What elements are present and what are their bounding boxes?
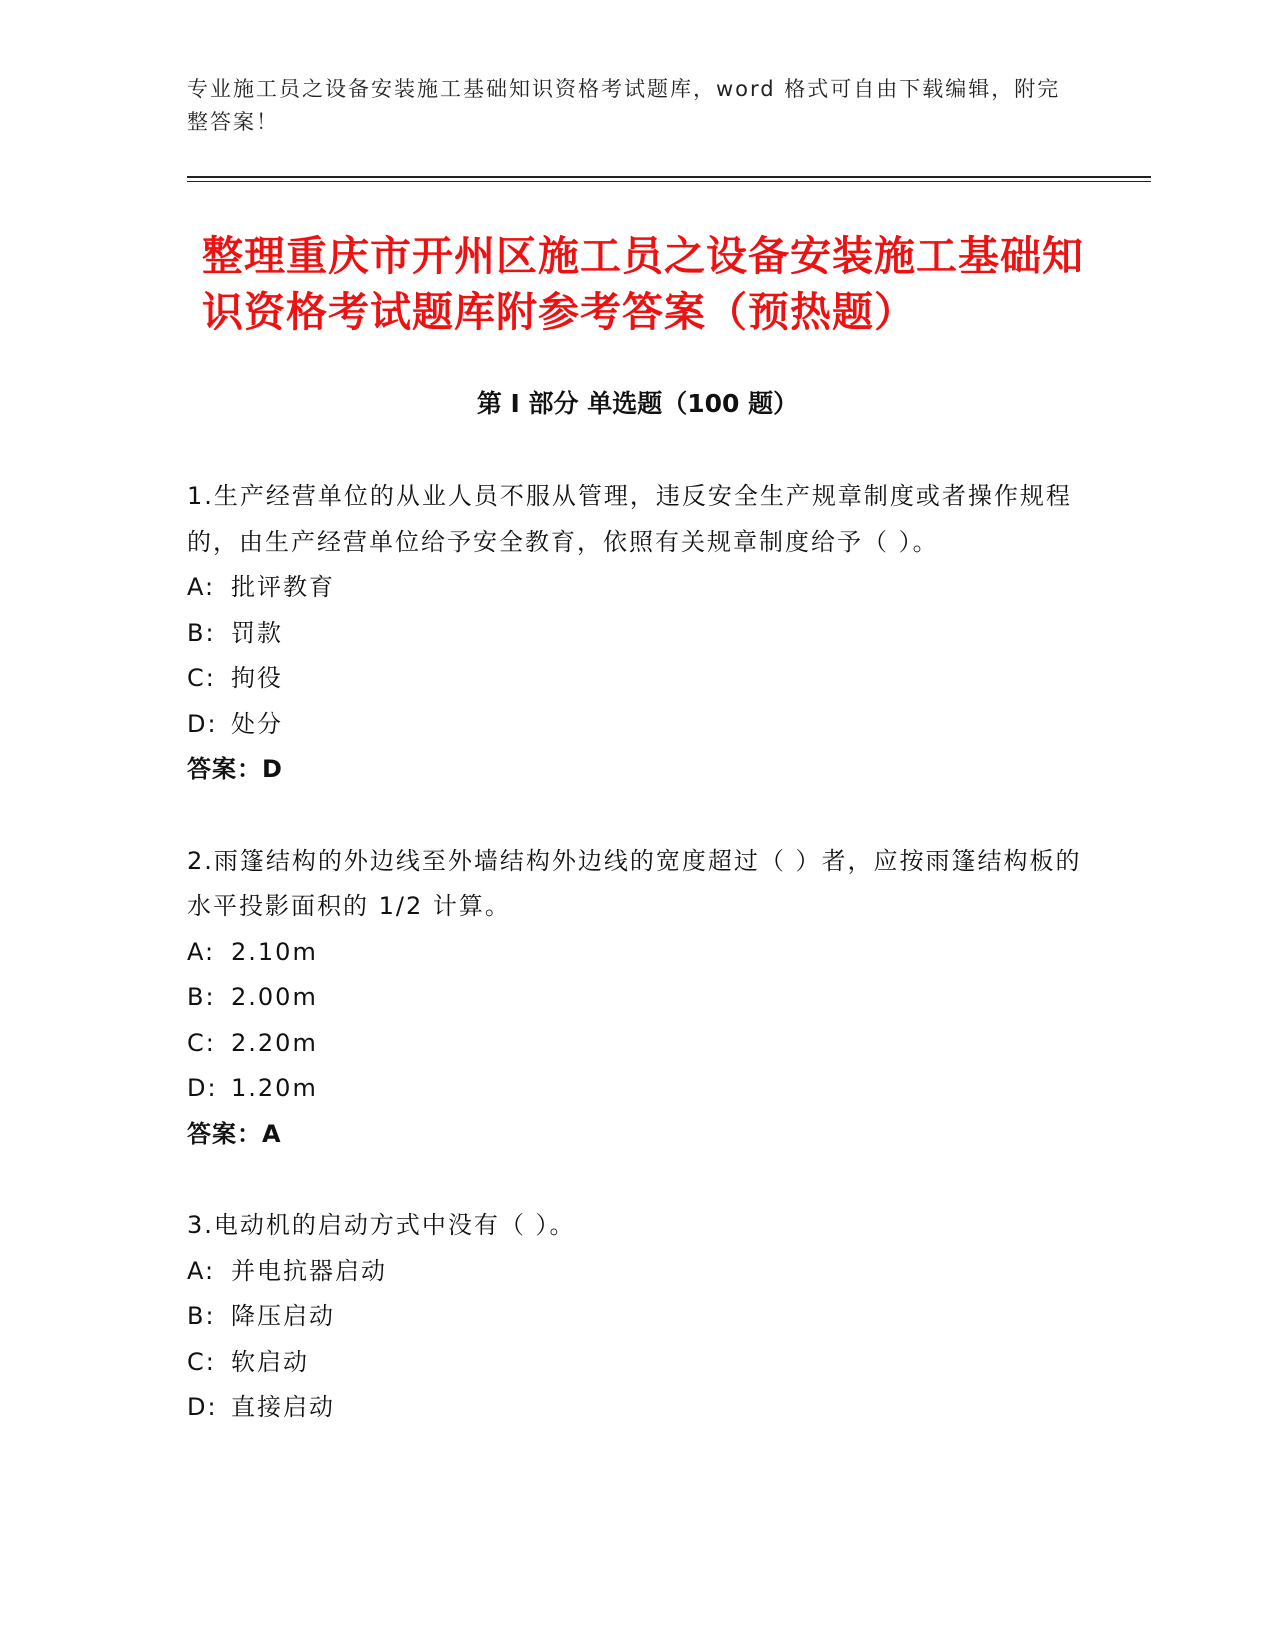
- option-text: 软启动: [231, 1347, 309, 1376]
- option-b: [187, 611, 1087, 657]
- section-heading: 第 I 部分 单选题（100 题）: [476, 389, 799, 418]
- header-divider-thin: [187, 181, 1151, 182]
- option-letter: A:: [187, 573, 216, 601]
- answer-line: 答案：A: [187, 1119, 282, 1148]
- option-text: 2.00m: [231, 983, 318, 1011]
- option-text: 2.10m: [231, 937, 318, 966]
- option-text: 1.20m: [231, 1074, 318, 1102]
- option-text: 批评教育: [231, 573, 335, 601]
- option-text: 罚款: [231, 618, 283, 647]
- option-letter: D:: [187, 709, 218, 738]
- question-2: [187, 839, 1087, 1158]
- question-list: [187, 474, 1087, 1477]
- option-letter: C:: [187, 1347, 216, 1376]
- option-letter: D:: [187, 1393, 218, 1421]
- question-3: [187, 1203, 1087, 1431]
- header-note: 专业施工员之设备安装施工基础知识资格考试题库，word 格式可自由下载编辑，附完整答案！: [187, 77, 1061, 134]
- option-letter: B:: [187, 618, 216, 647]
- option-c: [187, 1021, 1087, 1067]
- option-letter: A:: [187, 1256, 216, 1285]
- option-a: [187, 930, 1087, 976]
- question-1: [187, 474, 1087, 793]
- question-stem: 2.雨篷结构的外边线至外墙结构外边线的宽度超过（ ）者，应按雨篷结构板的水平投影面积的 1/2 计算。: [187, 846, 1082, 920]
- option-d: [187, 1385, 1087, 1431]
- option-letter: A:: [187, 937, 216, 966]
- option-b: [187, 975, 1087, 1021]
- option-a: [187, 565, 1087, 611]
- option-letter: C:: [187, 664, 216, 692]
- question-stem: 3.电动机的启动方式中没有（ ）。: [187, 1211, 576, 1239]
- option-a: [187, 1249, 1087, 1295]
- answer-line: 答案：D: [187, 755, 283, 783]
- document-title: 整理重庆市开州区施工员之设备安装施工基础知识资格考试题库附参考答案（预热题）: [202, 232, 1084, 336]
- option-text: 直接启动: [231, 1393, 335, 1421]
- question-stem: 1.生产经营单位的从业人员不服从管理，违反安全生产规章制度或者操作规程的，由生产经营单位给予安全教育，依照有关规章制度给予（ ）。: [187, 482, 1072, 556]
- option-text: 处分: [231, 709, 283, 738]
- option-text: 并电抗器启动: [231, 1256, 387, 1285]
- option-letter: B:: [187, 983, 216, 1011]
- option-d: [187, 1066, 1087, 1112]
- header-divider-thick: [187, 176, 1151, 178]
- option-c: [187, 1340, 1087, 1386]
- option-text: 拘役: [231, 664, 283, 692]
- option-d: [187, 702, 1087, 748]
- option-letter: C:: [187, 1028, 216, 1057]
- option-text: 降压启动: [231, 1302, 335, 1330]
- option-letter: D:: [187, 1074, 218, 1102]
- option-b: [187, 1294, 1087, 1340]
- option-c: [187, 656, 1087, 702]
- option-letter: B:: [187, 1302, 216, 1330]
- option-text: 2.20m: [231, 1028, 318, 1057]
